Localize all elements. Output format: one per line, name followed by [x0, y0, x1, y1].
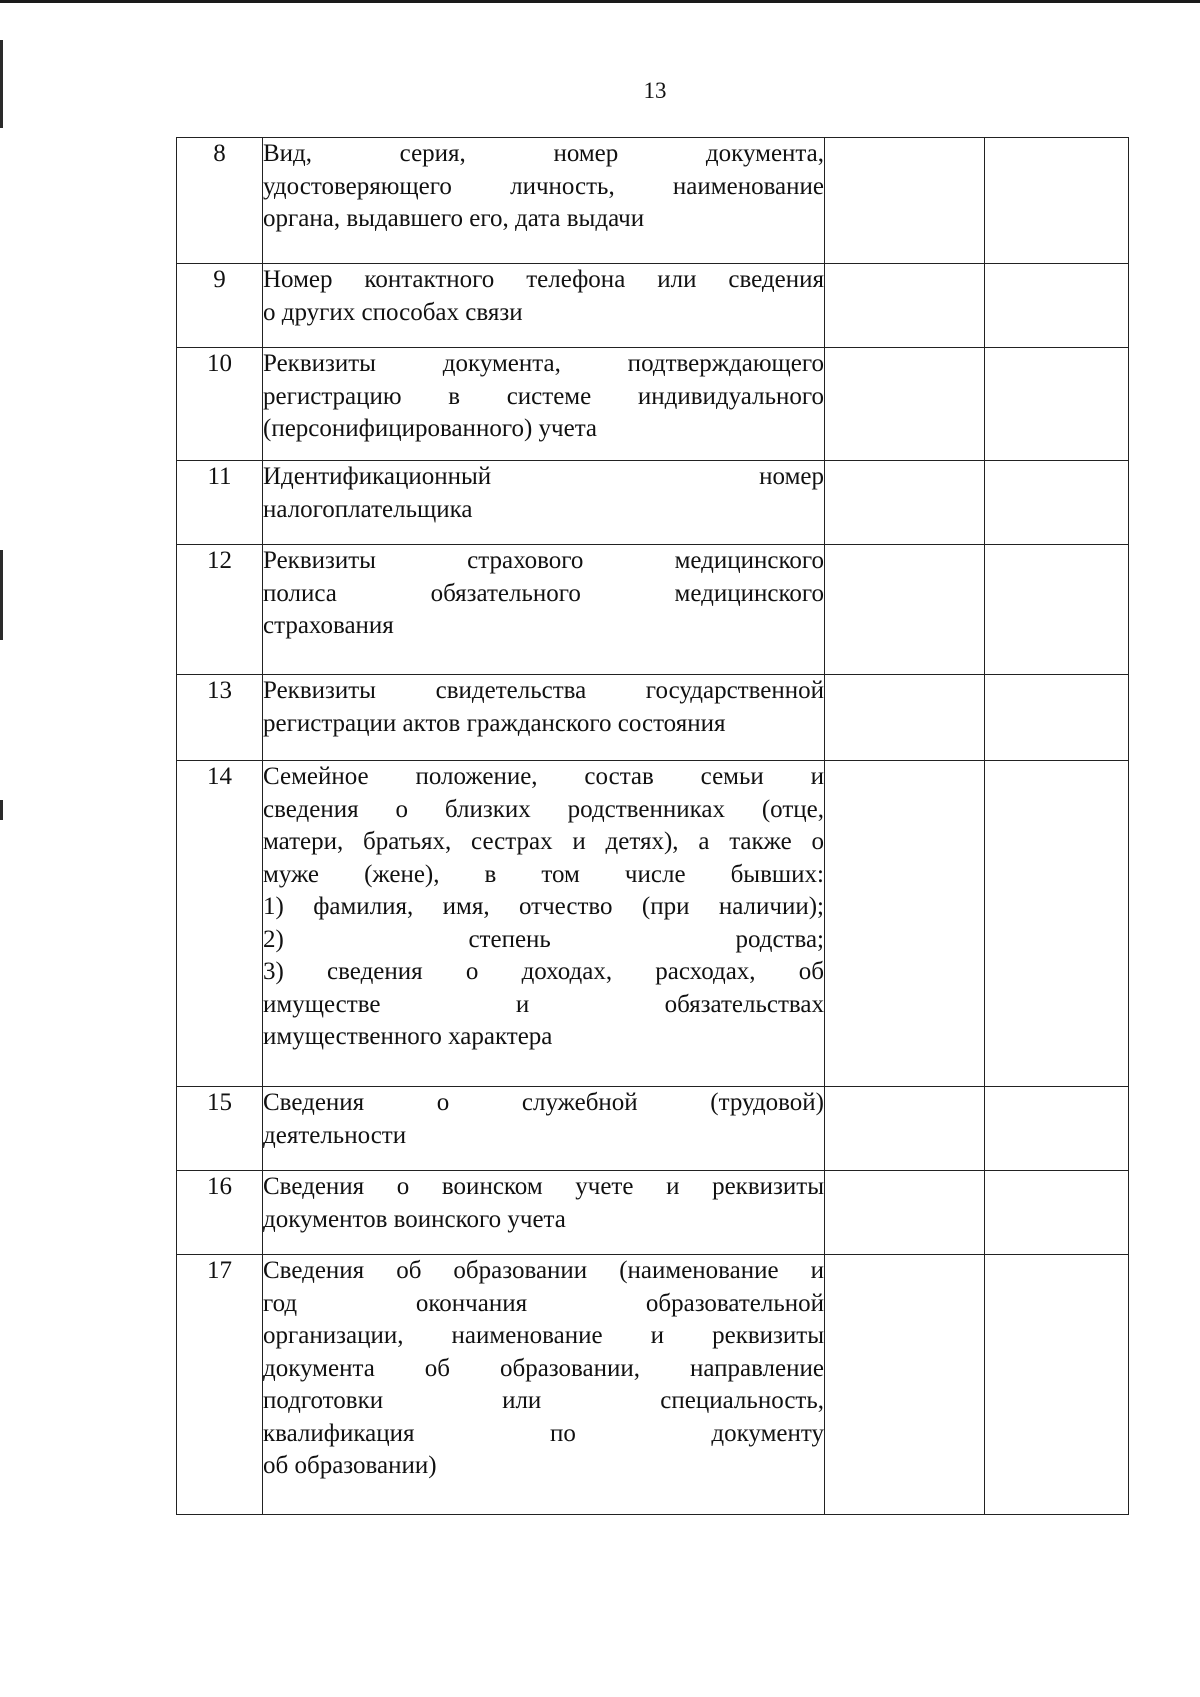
description-line: имущественного характера: [263, 1023, 553, 1050]
description-line: Реквизиты свидетельства государственной: [263, 677, 824, 704]
empty-cell: [825, 1171, 985, 1255]
empty-cell: [825, 264, 985, 348]
description-line: органа, выдавшего его, дата выдачи: [263, 205, 645, 232]
empty-cell: [825, 138, 985, 264]
description-line: матери, братьях, сестрах и детях), а также о: [263, 828, 824, 855]
table-row: [177, 545, 1129, 675]
row-description: [263, 761, 825, 1087]
description-line: 1) фамилия, имя, отчество (при наличии);: [263, 893, 824, 920]
description-line: 3) сведения о доходах, расходах, об: [263, 958, 824, 985]
table-row: [177, 1255, 1129, 1515]
description-line: Номер контактного телефона или сведения: [263, 266, 824, 293]
description-line: Сведения об образовании (наименование и: [263, 1257, 824, 1284]
description-line: регистрации актов гражданского состояния: [263, 709, 726, 737]
empty-cell: [985, 545, 1129, 675]
table-row: [177, 1087, 1129, 1171]
description-line: об образовании): [263, 1452, 437, 1479]
data-table: [176, 137, 1129, 1515]
empty-cell: [825, 545, 985, 675]
table-row: [177, 675, 1129, 761]
row-description: [263, 461, 825, 545]
empty-cell: [985, 461, 1129, 545]
empty-cell: [825, 348, 985, 461]
description-line: подготовки или специальность,: [263, 1387, 824, 1414]
description-line: деятельности: [263, 1121, 407, 1149]
empty-cell: [985, 1171, 1129, 1255]
description-line: Сведения о служебной (трудовой): [263, 1089, 824, 1116]
empty-cell: [985, 1255, 1129, 1515]
description-line: документов воинского учета: [263, 1205, 566, 1233]
description-line: регистрацию в системе индивидуального: [263, 382, 824, 410]
table-row: [177, 138, 1129, 264]
row-number: 11: [177, 461, 263, 545]
description-line: удостоверяющего личность, наименование: [263, 172, 824, 200]
page-number: 13: [643, 78, 667, 103]
empty-cell: [825, 1255, 985, 1515]
description-line: документа об образовании, направление: [263, 1354, 824, 1382]
row-description: [263, 545, 825, 675]
description-line: муже (жене), в том числе бывших:: [263, 860, 824, 888]
scan-edge-top: [0, 0, 1200, 3]
description-line: полиса обязательного медицинского: [263, 579, 824, 607]
description-line: организации, наименование и реквизиты: [263, 1322, 824, 1349]
row-number: 14: [177, 761, 263, 1087]
table-row: [177, 1171, 1129, 1255]
description-line: Реквизиты страхового медицинского: [263, 547, 824, 574]
row-description: [263, 138, 825, 264]
description-line: Семейное положение, состав семьи и: [263, 763, 824, 790]
description-line: Идентификационный номер: [263, 463, 824, 490]
row-description: [263, 348, 825, 461]
description-line: квалификация по документу: [263, 1419, 824, 1447]
row-number: 8: [177, 138, 263, 264]
row-number: 13: [177, 675, 263, 761]
row-description: [263, 1255, 825, 1515]
row-number: 16: [177, 1171, 263, 1255]
empty-cell: [825, 1087, 985, 1171]
row-description: [263, 1171, 825, 1255]
table-row: [177, 461, 1129, 545]
row-number: 9: [177, 264, 263, 348]
empty-cell: [985, 348, 1129, 461]
description-line: Сведения о воинском учете и реквизиты: [263, 1173, 824, 1200]
description-line: год окончания образовательной: [263, 1289, 824, 1317]
description-line: налогоплательщика: [263, 495, 473, 523]
row-description: [263, 1087, 825, 1171]
empty-cell: [985, 1087, 1129, 1171]
description-line: Реквизиты документа, подтверждающего: [263, 350, 824, 377]
description-line: 2) степень родства;: [263, 925, 824, 953]
empty-cell: [825, 675, 985, 761]
row-number: 10: [177, 348, 263, 461]
empty-cell: [825, 761, 985, 1087]
empty-cell: [985, 138, 1129, 264]
table-row: [177, 264, 1129, 348]
empty-cell: [825, 461, 985, 545]
table-body: [177, 138, 1129, 1515]
row-number: 12: [177, 545, 263, 675]
row-number: 15: [177, 1087, 263, 1171]
description-line: сведения о близких родственниках (отце,: [263, 795, 824, 823]
row-number: 17: [177, 1255, 263, 1515]
description-line: страхования: [263, 612, 394, 639]
row-description: [263, 264, 825, 348]
row-description: [263, 675, 825, 761]
scan-edge-left: [0, 550, 3, 640]
empty-cell: [985, 761, 1129, 1087]
empty-cell: [985, 675, 1129, 761]
scan-edge-left: [0, 800, 3, 820]
description-line: Вид, серия, номер документа,: [263, 140, 824, 167]
empty-cell: [985, 264, 1129, 348]
description-line: о других способах связи: [263, 298, 523, 326]
table-row: [177, 761, 1129, 1087]
description-line: (персонифицированного) учета: [263, 415, 598, 442]
description-line: имуществе и обязательствах: [263, 990, 824, 1018]
table-row: [177, 348, 1129, 461]
